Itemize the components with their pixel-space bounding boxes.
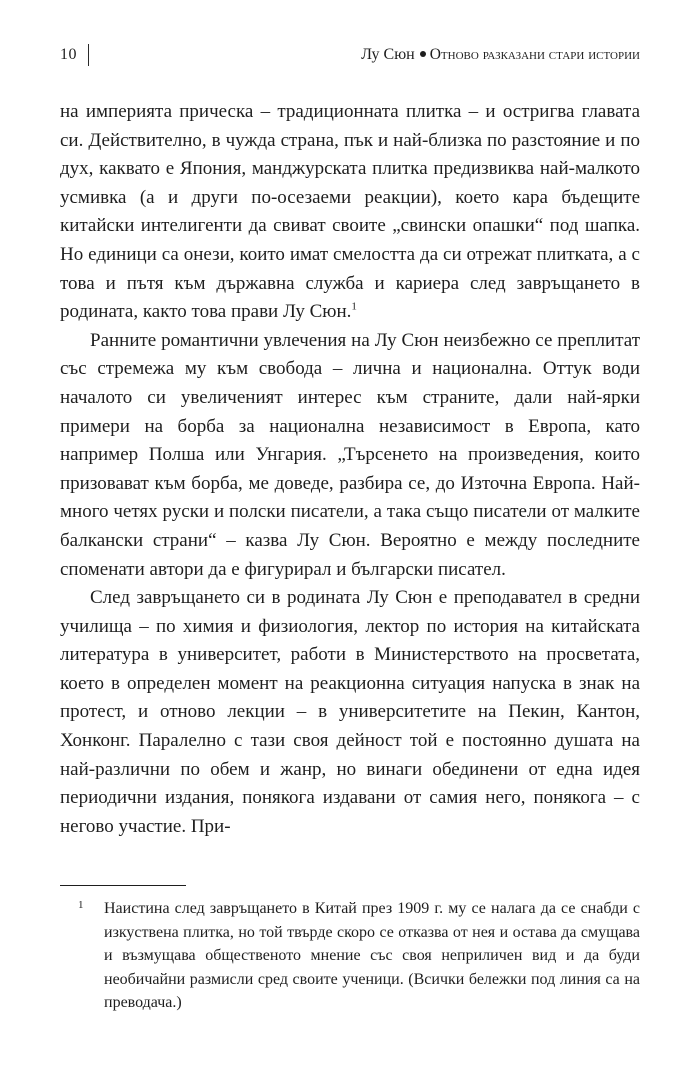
footnote-divider: [60, 885, 186, 886]
running-head-author: Лу Сюн: [361, 46, 415, 63]
footnote-marker: 1: [78, 899, 84, 911]
paragraph-1-text: на империята прическа – традиционната плитка – и остригва главата си. Действително, в чужда страна, пък и най-близка по разстояние и по дух, каквато е Япония, манджурската плитка предизвиква най-малкото усмивка (а и други по-осезаеми реакции), което кара бъдещите китайски интелигенти да свиват своите „свински опашки“ под шапка. Но единици са онези, които имат смелостта да си отрежат плитката, а с това и пътя към държавна служба и кариера след завръщането в родината, както това прави Лу Сюн.: [60, 101, 640, 323]
main-text: [60, 98, 640, 841]
header-separator: [88, 44, 89, 66]
running-head-title: Отново разказани стари истории: [429, 46, 640, 63]
page-header: [60, 46, 640, 72]
paragraph-1: [60, 98, 640, 327]
footnote-text: Наистина след завръщането в Китай през 1909 г. му се налага да се снабди с изкуствена плитка, но той твърде скоро се отказва от нея и остава да смущава и възмущава общественото мнение със своя неприличен вид и да буди необичайни размисли сред своите ученици. (Всички бележки под линия са на преводача.): [104, 900, 640, 1011]
page-number: 10: [60, 46, 77, 63]
paragraph-3: След завръщането си в родината Лу Сюн е преподавател в средни училища – по химия и физиология, лектор по история на китайската литература в университет, работи в Министерството на просветата, което в определен момент на реакционна ситуация напуска в знак на протест, и отново лекции – в университетите на Пекин, Кантон, Хонконг. Паралелно с тази своя дейност той е постоянно душата на най-различни по обем и жанр, но винаги обединени от една идея периодични издания, понякога издавани от самия него, понякога – с негово участие. При-: [60, 587, 640, 837]
footnote-reference[interactable]: 1: [351, 300, 357, 313]
footnote: [78, 897, 640, 1015]
bullet-icon: [420, 51, 426, 57]
running-head: [361, 46, 640, 64]
paragraph-2: Ранните романтични увлечения на Лу Сюн неизбежно се преплитат със стремежа му към свобода – лична и национална. Оттук води началото си увеличеният интерес към страните, дали най-ярки примери на борба за национална независимост в Европа, като например Полша или Унгария. „Търсенето на произведения, които призовават към борба, ме доведе, разбира се, до Източна Европа. Най-много четях руски и полски писатели, а така също писатели от малките балкански страни“ – казва Лу Сюн. Вероятно е между последните споменати автори да е фигурирал и български писател.: [60, 329, 640, 580]
